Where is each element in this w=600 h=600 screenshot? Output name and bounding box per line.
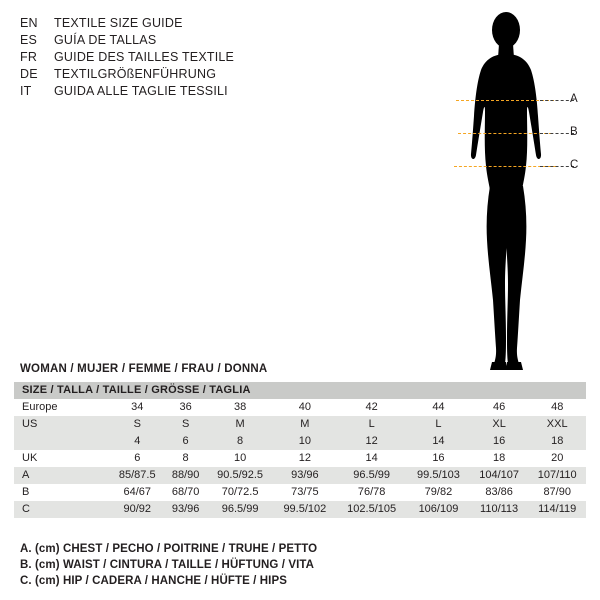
footnote-c: C. (cm) HIP / CADERA / HANCHE / HÜFTE / HIPS [20,575,288,587]
row-label: B [14,484,110,501]
measure-label-b: B [570,126,578,138]
cell: 64/67 [110,484,165,501]
cell: 8 [207,433,274,450]
measure-line-b [458,133,552,134]
language-row [20,84,320,101]
cell: 42 [336,399,407,416]
footnote-b: B. (cm) WAIST / CINTURA / TAILLE / HÜFTUNG / VITA [20,559,315,571]
size-table [14,382,586,518]
language-text: GUÍA DE TALLAS [54,33,157,47]
cell: 96.5/99 [207,501,274,518]
cell: 83/86 [470,484,529,501]
cell: S [110,416,165,433]
cell: 16 [407,450,470,467]
cell: 104/107 [470,467,529,484]
row-label: A [14,467,110,484]
table-row [14,501,586,518]
cell: 68/70 [165,484,207,501]
cell: 6 [110,450,165,467]
language-code: FR [20,50,38,64]
cell: 70/72.5 [207,484,274,501]
table-header-row [14,382,586,399]
cell: 106/109 [407,501,470,518]
table-header-cell: SIZE / TALLA / TAILLE / GRÖSSE / TAGLIA [14,382,586,399]
cell: 76/78 [336,484,407,501]
measure-line-c-ext [540,166,574,167]
table-row [14,484,586,501]
table-row [14,467,586,484]
language-row [20,50,320,67]
cell: 110/113 [470,501,529,518]
cell: 90.5/92.5 [207,467,274,484]
footnotes [20,541,580,589]
row-label: Europe [14,399,110,416]
cell: 20 [528,450,586,467]
cell: 46 [470,399,529,416]
cell: 44 [407,399,470,416]
row-label: C [14,501,110,518]
language-text: TEXTILE SIZE GUIDE [54,16,183,30]
table-row [14,399,586,416]
cell: L [407,416,470,433]
footnote-a: A. (cm) CHEST / PECHO / POITRINE / TRUHE / PETTO [20,543,318,555]
cell: 18 [470,450,529,467]
cell: 38 [207,399,274,416]
cell: 99.5/102 [274,501,337,518]
section-title: WOMAN / MUJER / FEMME / FRAU / DONNA [20,363,268,375]
measure-line-b-ext [540,133,574,134]
language-text: GUIDE DES TAILLES TEXTILE [54,50,235,64]
cell: 34 [110,399,165,416]
cell: 93/96 [165,501,207,518]
cell: 8 [165,450,207,467]
cell: 36 [165,399,207,416]
table-row [14,433,586,450]
language-row [20,67,320,84]
cell: 90/92 [110,501,165,518]
row-label [14,433,110,450]
cell: 10 [207,450,274,467]
cell: 40 [274,399,337,416]
cell: 18 [528,433,586,450]
language-code: DE [20,67,38,81]
table-row [14,416,586,433]
cell: M [274,416,337,433]
language-code: IT [20,84,32,98]
language-row [20,33,320,50]
cell: 96.5/99 [336,467,407,484]
cell: 14 [407,433,470,450]
cell: 87/90 [528,484,586,501]
figure-diagram [430,8,590,373]
cell: 114/119 [528,501,586,518]
cell: 6 [165,433,207,450]
language-text: GUIDA ALLE TAGLIE TESSILI [54,84,228,98]
cell: 102.5/105 [336,501,407,518]
cell: L [336,416,407,433]
row-label: UK [14,450,110,467]
cell: 79/82 [407,484,470,501]
cell: 14 [336,450,407,467]
table-row [14,450,586,467]
language-list [20,16,320,101]
cell: 12 [274,450,337,467]
cell: XXL [528,416,586,433]
cell: S [165,416,207,433]
cell: 4 [110,433,165,450]
cell: 12 [336,433,407,450]
cell: XL [470,416,529,433]
cell: 73/75 [274,484,337,501]
language-code: ES [20,33,38,47]
female-silhouette-icon [430,8,590,373]
row-label: US [14,416,110,433]
cell: M [207,416,274,433]
cell: 107/110 [528,467,586,484]
language-row [20,16,320,33]
cell: 10 [274,433,337,450]
cell: 93/96 [274,467,337,484]
cell: 16 [470,433,529,450]
measure-line-a-ext [540,100,574,101]
language-code: EN [20,16,38,30]
language-text: TEXTILGRÖßENFÜHRUNG [54,67,217,81]
cell: 85/87.5 [110,467,165,484]
measure-label-a: A [570,93,578,105]
measure-label-c: C [570,159,579,171]
cell: 48 [528,399,586,416]
cell: 88/90 [165,467,207,484]
cell: 99.5/103 [407,467,470,484]
